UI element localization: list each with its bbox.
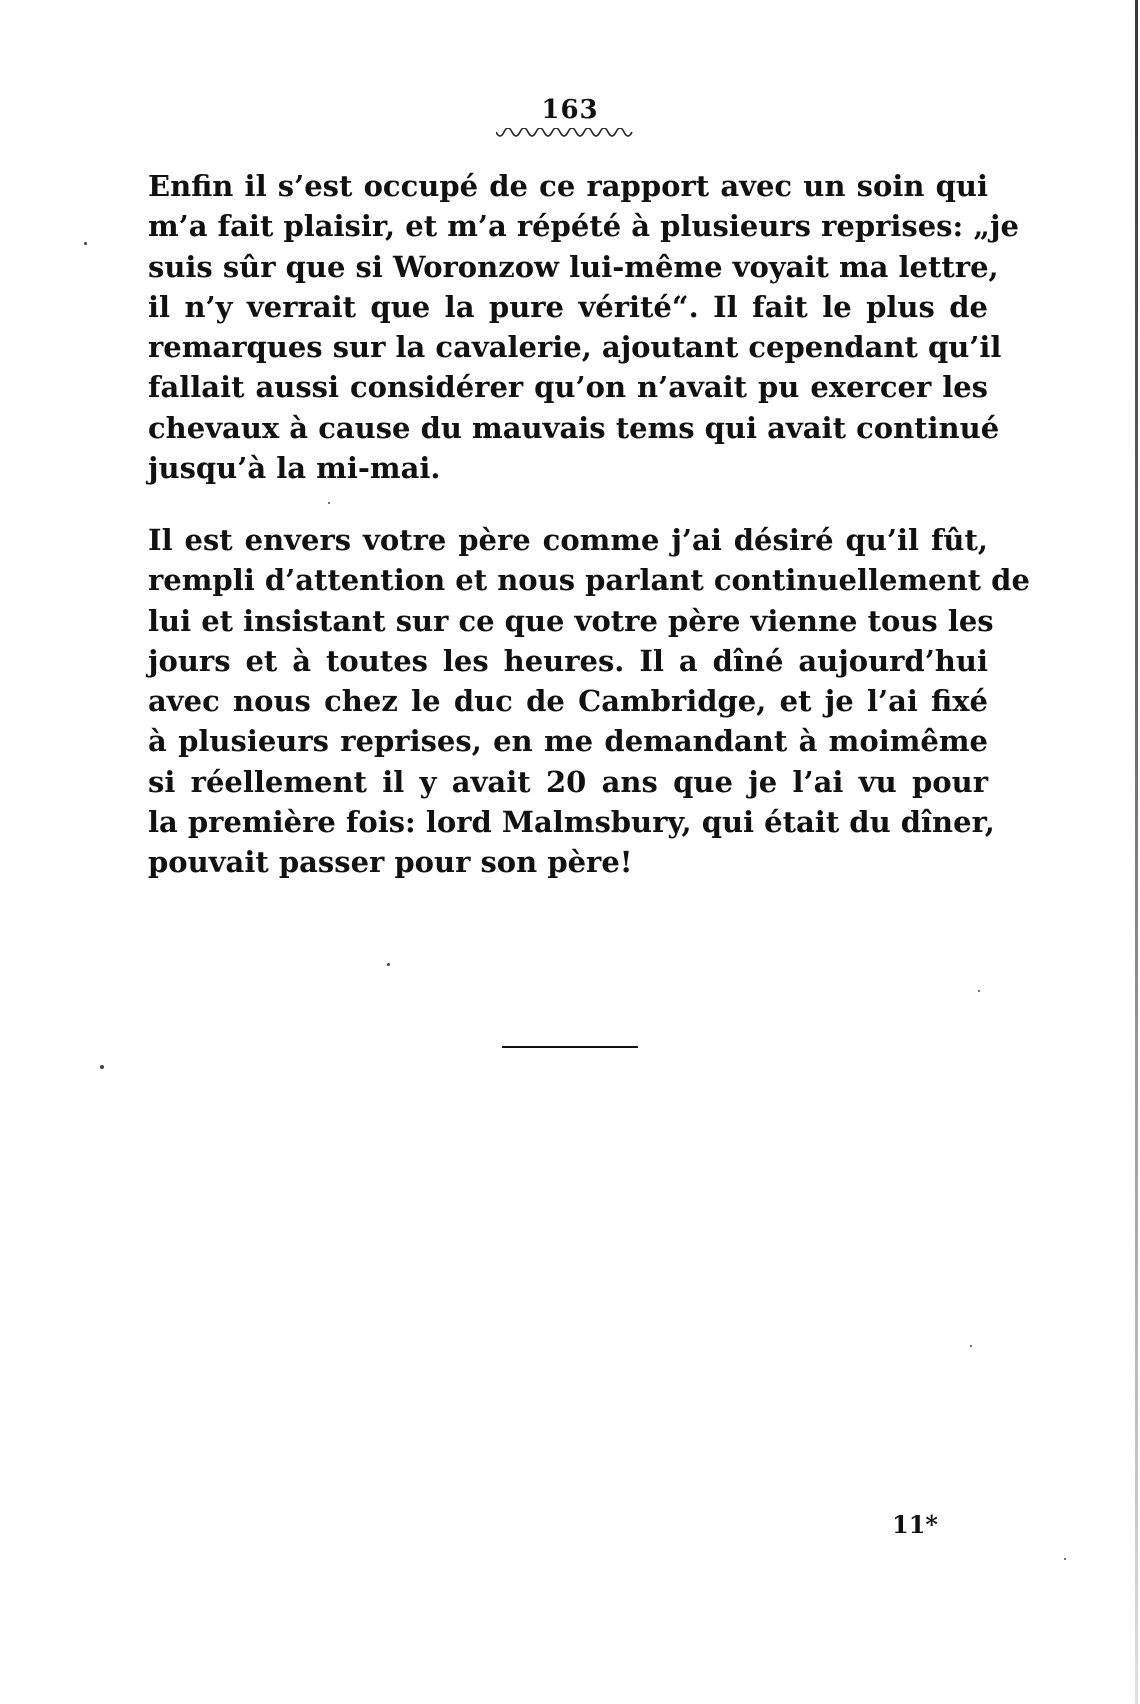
page-number: 163 (541, 95, 599, 125)
text-line: jours et à toutes les heures. Il a dîné aujourd’hui (148, 643, 988, 678)
text-line: rempli d’attention et nous parlant continuellement de (148, 563, 1030, 598)
print-speck (100, 1065, 104, 1069)
page-edge-shadow (1135, 0, 1138, 1704)
text-line: si réellement il y avait 20 ans que je l’ai vu pour (148, 764, 988, 799)
text-line: Il est envers votre père comme j’ai désiré qu’il fût, (148, 523, 988, 557)
section-rule (502, 1046, 638, 1048)
text-line: lui et insistant sur ce que votre père vienne tous les (148, 603, 994, 638)
text-line: chevaux à cause du mauvais tems qui avait continué (148, 410, 1000, 445)
text-line: la première fois: lord Malmsbury, qui était du dîner, (148, 805, 995, 840)
print-speck (328, 502, 330, 504)
text-line: m’a fait plaisir, et m’a répété à plusieurs reprises: „je (148, 209, 1019, 244)
signature-mark: 11* (892, 1510, 938, 1539)
paragraph-2 (148, 520, 1030, 883)
print-speck (1064, 1558, 1066, 1560)
text-line: avec nous chez le duc de Cambridge, et je l’ai fixé (148, 684, 988, 719)
print-speck (84, 242, 87, 245)
text-line: suis sûr que si Woronzow lui-même voyait ma lettre, (148, 249, 999, 284)
wavy-ornament (496, 128, 634, 142)
text-line: Enfin il s’est occupé de ce rapport avec un soin qui (148, 169, 988, 203)
text-line: jusqu’à la mi-mai. (148, 451, 441, 486)
print-speck (978, 990, 980, 992)
print-speck (387, 963, 390, 966)
text-line: pouvait passer pour son père! (148, 845, 633, 880)
text-line: il n’y verrait que la pure vérité“. Il fait le plus de (148, 289, 988, 324)
paragraph-1 (148, 166, 1019, 488)
text-line: à plusieurs reprises, en me demandant à moimême (148, 724, 988, 759)
text-line: remarques sur la cavalerie, ajoutant cependant qu’il (148, 330, 1002, 365)
print-speck (970, 1345, 972, 1347)
text-line: fallait aussi considérer qu’on n’avait pu exercer les (148, 370, 988, 405)
